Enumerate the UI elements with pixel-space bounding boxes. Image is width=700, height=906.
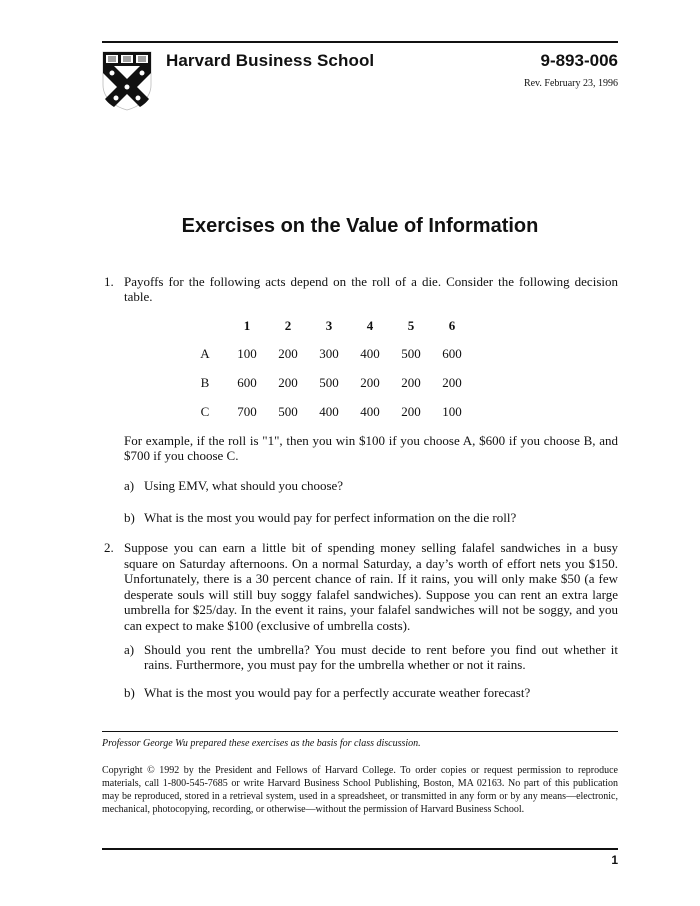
school-name: Harvard Business School (166, 51, 375, 70)
table-column-header: 2 (284, 318, 292, 333)
table-cell: 500 (319, 375, 339, 390)
revision-date: Rev. February 23, 1996 (523, 78, 618, 89)
question-2b-label: b) (124, 685, 135, 700)
table-cell: 600 (237, 375, 257, 390)
question-2a-label: a) (124, 642, 135, 657)
question-1a-text: Using EMV, what should you choose? (144, 478, 344, 493)
question-2-text: Suppose you can earn a little bit of spending money selling falafel sandwiches in a busy square on Saturday afternoons. On a normal Saturday, a day’s worth of effort nets you $150. Unfortunately, there is a 30 percent chance of rain. If it rains, you will only make $50 (a few desperate souls will still buy soggy falafel sandwiches). Suppose you can rent an extra large umbrella for $25/day. In the event it rains, your falafel sandwiches will not be soggy, and you can expect to make $100 (exclusive of umbrella costs). (124, 540, 618, 633)
question-2b-text: What is the most you would pay for a perfectly accurate weather forecast? (144, 685, 531, 700)
page-number: 1 (611, 853, 618, 867)
footnote-rule (102, 731, 618, 732)
table-cell: 200 (278, 346, 298, 361)
table-column-header: 5 (407, 318, 415, 333)
copyright-notice: Copyright © 1992 by the President and Fellows of Harvard College. To order copies or request permission to reproduce materials, call 1-800-545-7685 or write Harvard Business School Publishing, Boston, MA 02163. No part of this publication may be reproduced, stored in a retrieval system, used in a spreadsheet, or transmitted in any form or by any means—electronic, mechanical, photocopying, recording, or otherwise—without the permission of Harvard Business School. (102, 765, 618, 815)
table-cell: 400 (319, 404, 339, 419)
question-1b-text: What is the most you would pay for perfect information on the die roll? (144, 510, 517, 525)
table-cell: 200 (278, 375, 298, 390)
table-row-label: B (200, 375, 210, 390)
question-2a-text: Should you rent the umbrella? You must decide to rent before you find out whether it rains. Furthermore, you must pay for the umbrella whether or not it rains. (144, 642, 618, 673)
table-cell: 400 (360, 346, 380, 361)
table-cell: 300 (319, 346, 339, 361)
table-cell: 500 (401, 346, 421, 361)
table-cell: 200 (360, 375, 380, 390)
table-column-header: 4 (366, 318, 374, 333)
footer-rule (102, 848, 618, 850)
table-cell: 200 (401, 375, 421, 390)
document-title: Exercises on the Value of Information (181, 215, 539, 237)
table-cell: 400 (360, 404, 380, 419)
table-cell: 200 (442, 375, 462, 390)
table-cell: 100 (442, 404, 462, 419)
table-cell: 700 (237, 404, 257, 419)
table-cell: 600 (442, 346, 462, 361)
table-cell: 200 (401, 404, 421, 419)
question-1-number: 1. (104, 274, 114, 289)
author-footnote: Professor George Wu prepared these exercises as the basis for class discussion. (102, 738, 421, 749)
document-number: 9-893-006 (540, 51, 618, 70)
table-row-label: C (200, 404, 210, 419)
table-cell: 500 (278, 404, 298, 419)
question-1a-label: a) (124, 478, 135, 493)
table-column-header: 3 (325, 318, 333, 333)
question-1b-label: b) (124, 510, 135, 525)
header-rule (102, 41, 618, 43)
table-column-header: 6 (448, 318, 456, 333)
table-cell: 100 (237, 346, 257, 361)
hbs-shield-icon (102, 51, 152, 111)
question-1-text: Payoffs for the following acts depend on the roll of a die. Consider the following decision table. (124, 274, 618, 305)
question-1-example: For example, if the roll is "1", then you win $100 if you choose A, $600 if you choose B, and $700 if you choose C. (124, 433, 618, 464)
table-column-header: 1 (243, 318, 251, 333)
table-row-label: A (200, 346, 210, 361)
question-2-number: 2. (104, 540, 114, 555)
